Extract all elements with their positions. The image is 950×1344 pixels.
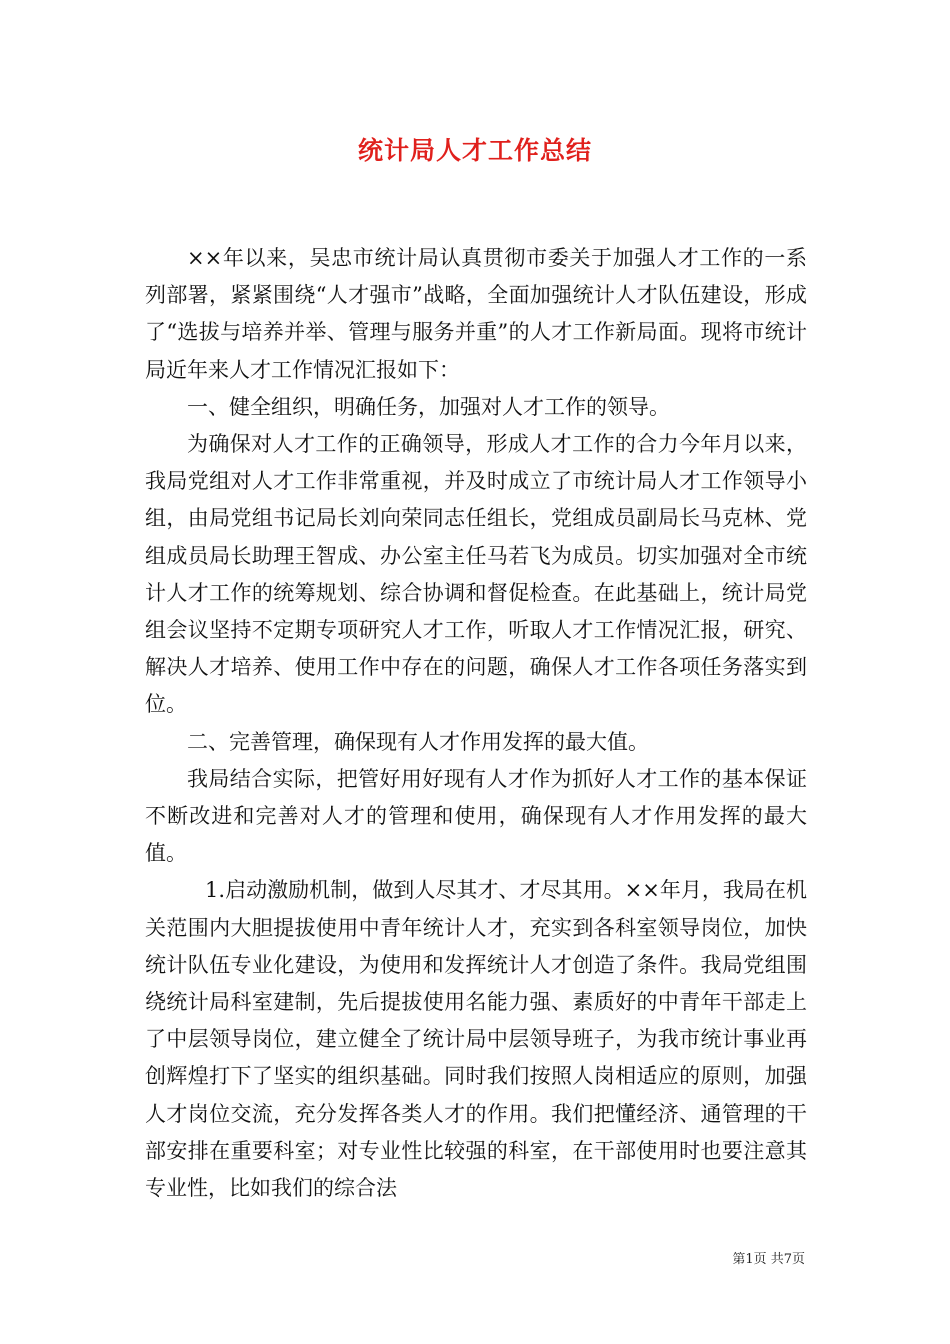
document-title: 统计局人才工作总结 (357, 136, 592, 165)
section-heading-2: 二、完善管理，确保现有人才作用发挥的最大值。 (187, 729, 649, 754)
paragraph-section-2: 我局结合实际，把管好用好现有人才作为抓好人才工作的基本保证不断改进和完善对人才的管理和使用，确保现有人才作用发挥的最大值。 (145, 766, 807, 866)
section-heading-1: 一、健全组织，明确任务，加强对人才工作的领导。 (187, 394, 670, 419)
document-body (145, 240, 807, 1207)
paragraph-intro: ××年以来，吴忠市统计局认真贯彻市委关于加强人才工作的一系列部署，紧紧围绕“人才强市”战略，全面加强统计人才队伍建设，形成了“选拔与培养并举、管理与服务并重”的人才工作新局面。现将市统计局近年来人才工作情况汇报如下： (145, 246, 807, 382)
paragraph-section-1: 为确保对人才工作的正确领导，形成人才工作的合力今年月以来，我局党组对人才工作非常重视，并及时成立了市统计局人才工作领导小组，由局党组书记局长刘向荣同志任组长，党组成员副局长马克林、党组成员局长助理王智成、办公室主任马若飞为成员。切实加强对全市统计人才工作的统筹规划、综合协调和督促检查。在此基础上，统计局党组会议坚持不定期专项研究人才工作，听取人才工作情况汇报，研究、解决人才培养、使用工作中存在的问题，确保人才工作各项任务落实到位。 (145, 432, 807, 717)
page-number-footer: 第1页 共7页 (732, 1252, 805, 1267)
paragraph-item-1: 1.启动激励机制，做到人尽其才、才尽其用。××年月，我局在机关范围内大胆提拔使用中青年统计人才，充实到各科室领导岗位，加快统计队伍专业化建设，为使用和发挥统计人才创造了条件。我局党组围绕统计局科室建制，先后提拔使用名能力强、素质好的中青年干部走上了中层领导岗位，建立健全了统计局中层领导班子，为我市统计事业再创辉煌打下了坚实的组织基础。同时我们按照人岗相适应的原则，加强人才岗位交流，充分发挥各类人才的作用。我们把懂经济、通管理的干部安排在重要科室；对专业性比较强的科室，在干部使用时也要注意其专业性，比如我们的综合法 (145, 878, 807, 1201)
